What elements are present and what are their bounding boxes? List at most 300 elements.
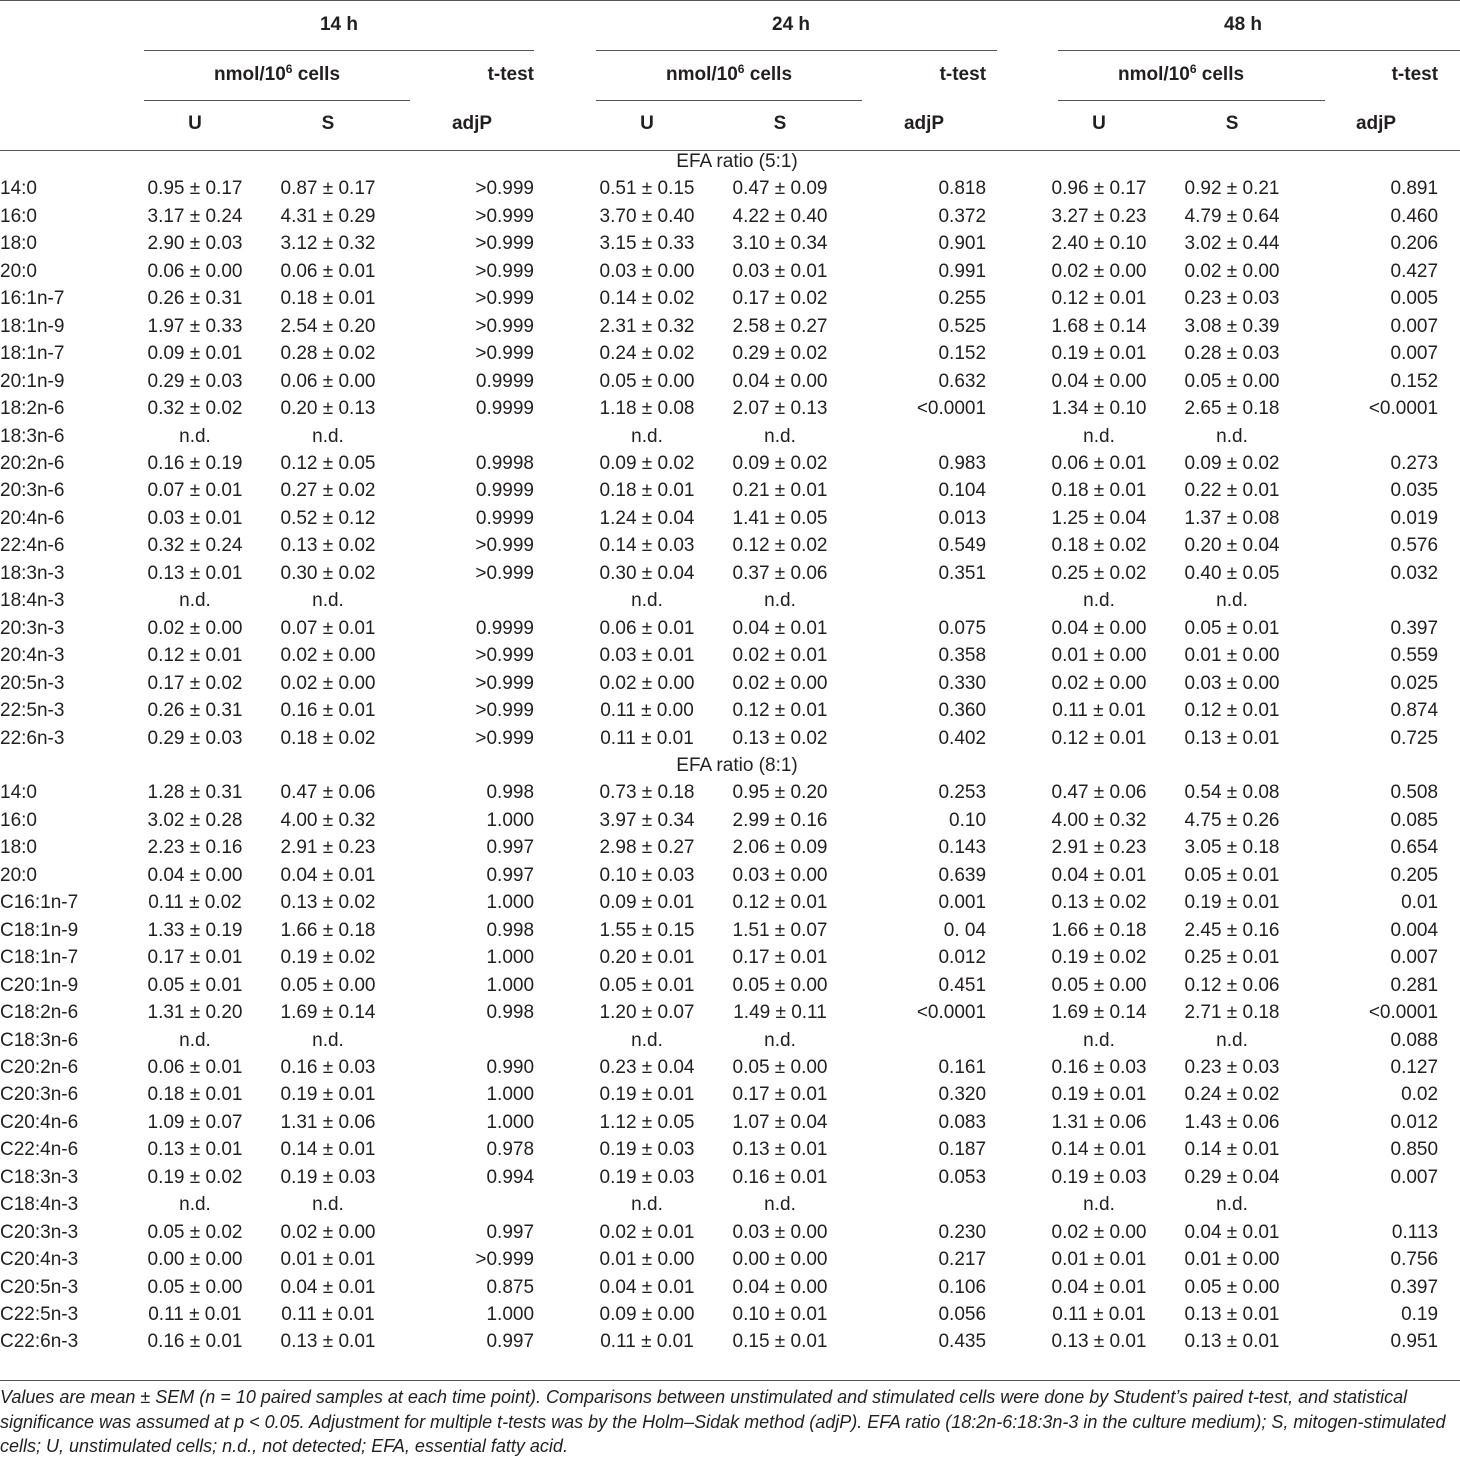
stimulated-cell: 4.00 ± 0.32 <box>280 809 376 831</box>
adjp-cell: 0.007 <box>1390 343 1439 365</box>
column-gap <box>1438 642 1460 669</box>
adjp-cell: 1.000 <box>486 809 535 831</box>
unstimulated-cell: 0.29 ± 0.03 <box>147 727 243 749</box>
stimulated-cell: 0.13 ± 0.01 <box>1184 1331 1280 1353</box>
table-row <box>0 477 1460 504</box>
header-time-14h: 14 h <box>319 14 359 35</box>
column-gap <box>534 972 596 999</box>
unstimulated-cell: 2.98 ± 0.27 <box>599 837 695 859</box>
unstimulated-cell: 0.13 ± 0.02 <box>1051 892 1147 914</box>
unstimulated-cell: 2.23 ± 0.16 <box>147 837 243 859</box>
adjp-cell: 0.358 <box>938 645 987 667</box>
header-row-units <box>0 50 1460 100</box>
adjp-cell: 0.508 <box>1390 782 1439 804</box>
adjp-cell <box>862 1027 986 1054</box>
stimulated-cell: 2.99 ± 0.16 <box>732 809 828 831</box>
unstimulated-cell: 1.31 ± 0.20 <box>147 1002 243 1024</box>
column-gap <box>534 1246 596 1273</box>
adjp-cell: 1.000 <box>486 1084 535 1106</box>
stimulated-cell: 1.49 ± 0.11 <box>733 1002 827 1024</box>
adjp-cell: 0.998 <box>486 919 535 941</box>
stimulated-cell: 2.07 ± 0.13 <box>732 398 828 420</box>
unstimulated-cell: 0.19 ± 0.01 <box>599 1084 695 1106</box>
header-time-24h: 24 h <box>772 14 811 35</box>
column-gap <box>1438 1081 1460 1108</box>
unstimulated-cell: 0.04 ± 0.01 <box>1051 1276 1147 1298</box>
stimulated-cell: 0.12 ± 0.01 <box>732 892 828 914</box>
stimulated-cell: 0.01 ± 0.00 <box>1184 1249 1280 1271</box>
adjp-cell: 0.372 <box>938 205 987 227</box>
column-gap <box>986 1027 1048 1054</box>
column-gap <box>986 313 1048 340</box>
column-gap <box>986 615 1048 642</box>
column-gap <box>1438 395 1460 422</box>
column-gap <box>534 313 596 340</box>
adjp-cell: 0.9999 <box>475 617 535 639</box>
column-gap <box>534 642 596 669</box>
adjp-cell: 0.217 <box>938 1249 987 1271</box>
adjp-cell: 0.874 <box>1390 700 1439 722</box>
table-row <box>0 807 1460 834</box>
column-gap <box>534 1136 596 1163</box>
stimulated-cell: n.d. <box>1216 425 1248 447</box>
stimulated-cell: 0.13 ± 0.02 <box>280 892 376 914</box>
column-gap <box>534 999 596 1026</box>
stimulated-cell: 4.22 ± 0.40 <box>732 205 828 227</box>
stimulated-cell: n.d. <box>764 1194 796 1216</box>
stimulated-cell: n.d. <box>1216 590 1248 612</box>
column-gap <box>534 340 596 367</box>
column-gap <box>986 505 1048 532</box>
column-gap <box>986 917 1048 944</box>
row-label: 22:6n-3 <box>0 727 65 749</box>
stimulated-cell: 3.05 ± 0.18 <box>1184 837 1280 859</box>
stimulated-cell: 0.47 ± 0.09 <box>732 178 828 200</box>
unstimulated-cell: 0.03 ± 0.00 <box>599 260 695 282</box>
row-label: 14:0 <box>0 178 37 200</box>
row-label: 18:0 <box>0 837 37 859</box>
stimulated-cell: 0.28 ± 0.02 <box>280 343 376 365</box>
row-label: C20:3n-6 <box>0 1084 79 1106</box>
column-gap <box>986 779 1048 806</box>
rule-under-48h <box>1058 50 1460 51</box>
stimulated-cell: 0.23 ± 0.03 <box>1184 288 1280 310</box>
adjp-cell: 0.997 <box>486 1221 535 1243</box>
adjp-cell: 0.253 <box>938 782 987 804</box>
row-label: C18:3n-6 <box>0 1029 79 1051</box>
unstimulated-cell: 0.09 ± 0.01 <box>599 892 695 914</box>
table-row <box>0 944 1460 971</box>
stimulated-cell: 0.12 ± 0.06 <box>1184 974 1280 996</box>
adjp-cell: 0.756 <box>1390 1249 1439 1271</box>
adjp-cell: 0.330 <box>938 672 987 694</box>
table-row <box>0 642 1460 669</box>
unstimulated-cell: 1.68 ± 0.14 <box>1051 315 1147 337</box>
table-row <box>0 285 1460 312</box>
stimulated-cell: 1.37 ± 0.08 <box>1184 507 1280 529</box>
header-row-time <box>0 0 1460 50</box>
unstimulated-cell: 0.12 ± 0.01 <box>1051 288 1147 310</box>
stimulated-cell: 4.31 ± 0.29 <box>280 205 376 227</box>
column-gap <box>986 670 1048 697</box>
unstimulated-cell: 0.01 ± 0.01 <box>1051 1249 1147 1271</box>
table-row <box>0 834 1460 861</box>
unstimulated-cell: 0.02 ± 0.00 <box>1051 260 1147 282</box>
adjp-cell: 0.113 <box>1391 1221 1439 1243</box>
stimulated-cell: 0.52 ± 0.12 <box>280 507 376 529</box>
stimulated-cell: 0.14 ± 0.01 <box>1184 1139 1280 1161</box>
row-label: C20:4n-6 <box>0 1111 79 1133</box>
unstimulated-cell: 1.33 ± 0.19 <box>147 919 243 941</box>
unstimulated-cell: n.d. <box>179 1029 211 1051</box>
stimulated-cell: 2.45 ± 0.16 <box>1184 919 1280 941</box>
column-gap <box>986 587 1048 614</box>
row-label: C16:1n-7 <box>0 892 79 914</box>
unstimulated-cell: 0.16 ± 0.03 <box>1051 1056 1147 1078</box>
unstimulated-cell: 1.09 ± 0.07 <box>147 1111 243 1133</box>
stimulated-cell: 2.58 ± 0.27 <box>732 315 828 337</box>
unstimulated-cell: 0.51 ± 0.15 <box>599 178 695 200</box>
stimulated-cell: 0.17 ± 0.02 <box>732 288 828 310</box>
stimulated-cell: n.d. <box>312 1029 344 1051</box>
adjp-cell: >0.999 <box>475 672 535 694</box>
table-body <box>0 148 1460 1356</box>
adjp-cell: 0.997 <box>486 837 535 859</box>
column-gap <box>986 725 1048 752</box>
stimulated-cell: 0.22 ± 0.01 <box>1184 480 1280 502</box>
header-time-48h: 48 h <box>1224 14 1263 35</box>
table-row <box>0 725 1460 752</box>
stimulated-cell: 0.16 ± 0.01 <box>280 700 376 722</box>
column-gap <box>1438 834 1460 861</box>
unstimulated-cell: 2.91 ± 0.23 <box>1051 837 1147 859</box>
rule-under-14h <box>144 50 534 51</box>
adjp-cell: 0.032 <box>1390 562 1439 584</box>
table-row <box>0 1219 1460 1246</box>
header-u-14h: U <box>188 113 202 134</box>
row-label: 14:0 <box>0 782 37 804</box>
stimulated-cell: 1.41 ± 0.05 <box>732 507 828 529</box>
column-gap <box>534 1054 596 1081</box>
stimulated-cell: 0.03 ± 0.00 <box>1184 672 1280 694</box>
unstimulated-cell: 0.11 ± 0.01 <box>1052 1304 1146 1326</box>
adjp-cell: 0.320 <box>938 1084 987 1106</box>
column-gap <box>534 779 596 806</box>
unstimulated-cell: 1.34 ± 0.10 <box>1051 398 1147 420</box>
unstimulated-cell: 1.18 ± 0.08 <box>599 398 695 420</box>
column-gap <box>534 258 596 285</box>
row-label: 18:3n-3 <box>0 562 65 584</box>
row-label: 20:5n-3 <box>0 672 65 694</box>
stimulated-cell: n.d. <box>312 425 344 447</box>
unstimulated-cell: 0.18 ± 0.02 <box>1051 535 1147 557</box>
adjp-cell: 0.435 <box>938 1331 987 1353</box>
table-row <box>0 532 1460 559</box>
adjp-cell: <0.0001 <box>916 1002 987 1024</box>
stimulated-cell: n.d. <box>764 590 796 612</box>
table-row <box>0 560 1460 587</box>
row-label: 16:1n-7 <box>0 288 65 310</box>
column-gap <box>534 1301 596 1328</box>
adjp-cell: 0.397 <box>1390 617 1439 639</box>
stimulated-cell: n.d. <box>312 1194 344 1216</box>
stimulated-cell: 0.24 ± 0.02 <box>1184 1084 1280 1106</box>
adjp-cell: 0.10 <box>949 809 987 831</box>
header-ttest-48h: t-test <box>1391 64 1439 85</box>
stimulated-cell: 0.01 ± 0.00 <box>1184 645 1280 667</box>
column-gap <box>534 807 596 834</box>
column-gap <box>1438 725 1460 752</box>
adjp-cell: 1.000 <box>486 1111 535 1133</box>
unstimulated-cell: 1.97 ± 0.33 <box>147 315 243 337</box>
stimulated-cell: 0.09 ± 0.02 <box>1184 452 1280 474</box>
unstimulated-cell: 0.19 ± 0.03 <box>599 1139 695 1161</box>
stimulated-cell: 0.19 ± 0.02 <box>280 947 376 969</box>
stimulated-cell: 1.69 ± 0.14 <box>280 1002 376 1024</box>
stimulated-cell: 0.06 ± 0.00 <box>280 370 376 392</box>
unstimulated-cell: 0.23 ± 0.04 <box>599 1056 695 1078</box>
unstimulated-cell: n.d. <box>631 1029 663 1051</box>
table-row <box>0 615 1460 642</box>
column-gap <box>534 285 596 312</box>
row-label: 16:0 <box>0 809 37 831</box>
unstimulated-cell: 3.15 ± 0.33 <box>599 233 695 255</box>
column-gap <box>986 1301 1048 1328</box>
adjp-cell: 0.991 <box>938 260 987 282</box>
unstimulated-cell: 0.13 ± 0.01 <box>147 1139 243 1161</box>
unstimulated-cell: 0.11 ± 0.01 <box>1052 700 1146 722</box>
unstimulated-cell: n.d. <box>179 590 211 612</box>
table-row <box>0 423 1460 450</box>
column-gap <box>1438 1301 1460 1328</box>
stimulated-cell: n.d. <box>764 425 796 447</box>
adjp-cell <box>410 1191 534 1218</box>
stimulated-cell: 0.47 ± 0.06 <box>280 782 376 804</box>
column-gap <box>534 423 596 450</box>
table-footnote: Values are mean ± SEM (n = 10 paired samples at each time point). Comparisons between unstimulated and stimulated cells were done by Student’s paired t-test, and statistical significance was assumed at p < 0.05. Adjustment for multiple t-tests was by the Holm–Sidak method (adjP). EFA ratio (18:2n-6:18:3n-3 in the culture medium); S, mitogen-stimulated cells; U, unstimulated cells; n.d., not detected; EFA, essential fatty acid. <box>0 1387 1446 1456</box>
header-s-14h: S <box>321 113 335 134</box>
row-label: 20:3n-6 <box>0 480 65 502</box>
adjp-cell: 0.085 <box>1390 809 1439 831</box>
stimulated-cell: 0.12 ± 0.01 <box>1184 700 1280 722</box>
unstimulated-cell: 0.04 ± 0.00 <box>147 864 243 886</box>
unstimulated-cell: 0.19 ± 0.01 <box>1051 343 1147 365</box>
unstimulated-cell: 0.01 ± 0.00 <box>599 1249 695 1271</box>
adjp-cell: 0.004 <box>1390 919 1439 941</box>
stimulated-cell: 0.87 ± 0.17 <box>280 178 376 200</box>
row-label: 22:4n-6 <box>0 535 65 557</box>
unstimulated-cell: 0.04 ± 0.00 <box>1051 617 1147 639</box>
unstimulated-cell: 0.11 ± 0.01 <box>600 1331 694 1353</box>
unstimulated-cell: 0.05 ± 0.01 <box>599 974 695 996</box>
column-gap <box>986 944 1048 971</box>
column-gap <box>1438 203 1460 230</box>
table-row <box>0 340 1460 367</box>
stimulated-cell: 3.10 ± 0.34 <box>732 233 828 255</box>
adjp-cell: 0.02 <box>1401 1084 1439 1106</box>
column-gap <box>1438 1274 1460 1301</box>
adjp-cell <box>862 587 986 614</box>
column-gap <box>1438 862 1460 889</box>
stimulated-cell: 0.10 ± 0.01 <box>732 1304 828 1326</box>
column-gap <box>986 477 1048 504</box>
row-label: C18:3n-3 <box>0 1166 79 1188</box>
adjp-cell: 0.007 <box>1390 315 1439 337</box>
unstimulated-cell: 0.95 ± 0.17 <box>147 178 243 200</box>
column-gap <box>534 368 596 395</box>
adjp-cell: 0.351 <box>938 562 987 584</box>
stimulated-cell: 0.03 ± 0.01 <box>732 260 828 282</box>
column-gap <box>986 560 1048 587</box>
row-label: 20:3n-3 <box>0 617 65 639</box>
unstimulated-cell: 0.06 ± 0.01 <box>1051 452 1147 474</box>
unstimulated-cell: 3.97 ± 0.34 <box>599 809 695 831</box>
section-title: EFA ratio (8:1) <box>676 754 798 776</box>
stimulated-cell: 0.02 ± 0.00 <box>1184 260 1280 282</box>
column-gap <box>986 972 1048 999</box>
table-row <box>0 917 1460 944</box>
row-label: C20:3n-3 <box>0 1221 79 1243</box>
unstimulated-cell: 0.32 ± 0.24 <box>147 535 243 557</box>
table-row <box>0 1191 1460 1218</box>
section-title: EFA ratio (5:1) <box>676 151 798 172</box>
stimulated-cell: 0.23 ± 0.03 <box>1184 1056 1280 1078</box>
adjp-cell: 0.451 <box>938 974 987 996</box>
column-gap <box>1438 1328 1460 1355</box>
unstimulated-cell: 2.31 ± 0.32 <box>599 315 695 337</box>
table-row <box>0 697 1460 724</box>
adjp-cell: 0.360 <box>938 700 987 722</box>
unstimulated-cell: 0.01 ± 0.00 <box>1051 645 1147 667</box>
column-gap <box>1438 1027 1460 1054</box>
adjp-cell: 0.525 <box>938 315 987 337</box>
column-gap <box>534 917 596 944</box>
table-row <box>0 670 1460 697</box>
adjp-cell: 0.161 <box>938 1056 987 1078</box>
stimulated-cell: 0.02 ± 0.00 <box>280 672 376 694</box>
table-row <box>0 999 1460 1026</box>
rule-under-24h <box>596 50 997 51</box>
column-gap <box>1438 560 1460 587</box>
table-row <box>0 862 1460 889</box>
row-label: 20:2n-6 <box>0 452 65 474</box>
header-unit-24h: nmol/$10^6$ cells <box>665 62 793 85</box>
row-label: 20:0 <box>0 260 37 282</box>
stimulated-cell: 0.92 ± 0.21 <box>1184 178 1280 200</box>
header-u-48h: U <box>1092 113 1106 134</box>
unstimulated-cell: 0.20 ± 0.01 <box>599 947 695 969</box>
unstimulated-cell: 0.04 ± 0.00 <box>1051 370 1147 392</box>
column-gap <box>1438 285 1460 312</box>
stimulated-cell: 0.19 ± 0.01 <box>280 1084 376 1106</box>
stimulated-cell: 0.02 ± 0.00 <box>280 1221 376 1243</box>
unstimulated-cell: n.d. <box>1083 590 1115 612</box>
adjp-cell: >0.999 <box>475 343 535 365</box>
stimulated-cell: 0.18 ± 0.02 <box>280 727 376 749</box>
row-label: C20:2n-6 <box>0 1056 79 1078</box>
stimulated-cell: 0.05 ± 0.01 <box>1184 617 1280 639</box>
stimulated-cell: 1.51 ± 0.07 <box>732 919 828 941</box>
adjp-cell <box>862 423 986 450</box>
unstimulated-cell: 0.03 ± 0.01 <box>147 507 243 529</box>
stimulated-cell: 0.18 ± 0.01 <box>280 288 376 310</box>
table-row <box>0 889 1460 916</box>
header-s-48h: S <box>1225 113 1239 134</box>
column-gap <box>986 1054 1048 1081</box>
unstimulated-cell: n.d. <box>179 1194 211 1216</box>
column-gap <box>534 1109 596 1136</box>
table-row <box>0 368 1460 395</box>
column-gap <box>1438 1136 1460 1163</box>
stimulated-cell: 0.02 ± 0.00 <box>732 672 828 694</box>
stimulated-cell: 1.31 ± 0.06 <box>280 1111 376 1133</box>
row-label: 18:1n-9 <box>0 315 65 337</box>
column-gap <box>1438 807 1460 834</box>
table-row <box>0 779 1460 806</box>
stimulated-cell: 0.27 ± 0.02 <box>280 480 376 502</box>
column-gap <box>1438 1164 1460 1191</box>
unstimulated-cell: 0.05 ± 0.00 <box>147 1276 243 1298</box>
adjp-cell <box>862 1191 986 1218</box>
column-gap <box>534 1274 596 1301</box>
unstimulated-cell: 0.07 ± 0.01 <box>147 480 243 502</box>
stimulated-cell: 0.02 ± 0.00 <box>280 645 376 667</box>
row-label: 16:0 <box>0 205 37 227</box>
column-gap <box>1438 505 1460 532</box>
rule-under-unit-24h <box>596 100 862 101</box>
column-gap <box>534 1164 596 1191</box>
column-gap <box>986 807 1048 834</box>
column-gap <box>986 1246 1048 1273</box>
adjp-cell: 0.273 <box>1390 452 1439 474</box>
adjp-cell: 0.983 <box>938 452 987 474</box>
row-label: C22:6n-3 <box>0 1331 79 1353</box>
stimulated-cell: 0.05 ± 0.01 <box>1184 864 1280 886</box>
stimulated-cell: 0.13 ± 0.02 <box>280 535 376 557</box>
column-gap <box>534 587 596 614</box>
column-gap <box>534 725 596 752</box>
column-gap <box>986 1274 1048 1301</box>
column-gap <box>534 395 596 422</box>
unstimulated-cell: 0.02 ± 0.01 <box>599 1221 695 1243</box>
column-gap <box>1438 477 1460 504</box>
adjp-cell: 0.007 <box>1390 1166 1439 1188</box>
column-gap <box>1438 1246 1460 1273</box>
unstimulated-cell: 1.24 ± 0.04 <box>599 507 695 529</box>
unstimulated-cell: 1.12 ± 0.05 <box>599 1111 695 1133</box>
table-row <box>0 505 1460 532</box>
adjp-cell: 0.9999 <box>475 398 535 420</box>
column-gap <box>534 1191 596 1218</box>
section-spacer <box>0 148 144 175</box>
table-row <box>0 175 1460 202</box>
column-gap <box>1438 944 1460 971</box>
adjp-cell: 0.01 <box>1401 892 1439 914</box>
table-row <box>0 587 1460 614</box>
adjp-cell: 0.998 <box>486 1002 535 1024</box>
stimulated-cell: 0.05 ± 0.00 <box>732 974 828 996</box>
adjp-cell: 0.549 <box>938 535 987 557</box>
column-gap <box>534 230 596 257</box>
table-row <box>0 1027 1460 1054</box>
unstimulated-cell: 2.90 ± 0.03 <box>147 233 243 255</box>
stimulated-cell: 2.91 ± 0.23 <box>280 837 376 859</box>
row-label: 20:0 <box>0 864 37 886</box>
rule-under-unit-48h <box>1058 100 1325 101</box>
row-label: C18:1n-9 <box>0 919 79 941</box>
column-gap <box>1438 368 1460 395</box>
table-row <box>0 258 1460 285</box>
